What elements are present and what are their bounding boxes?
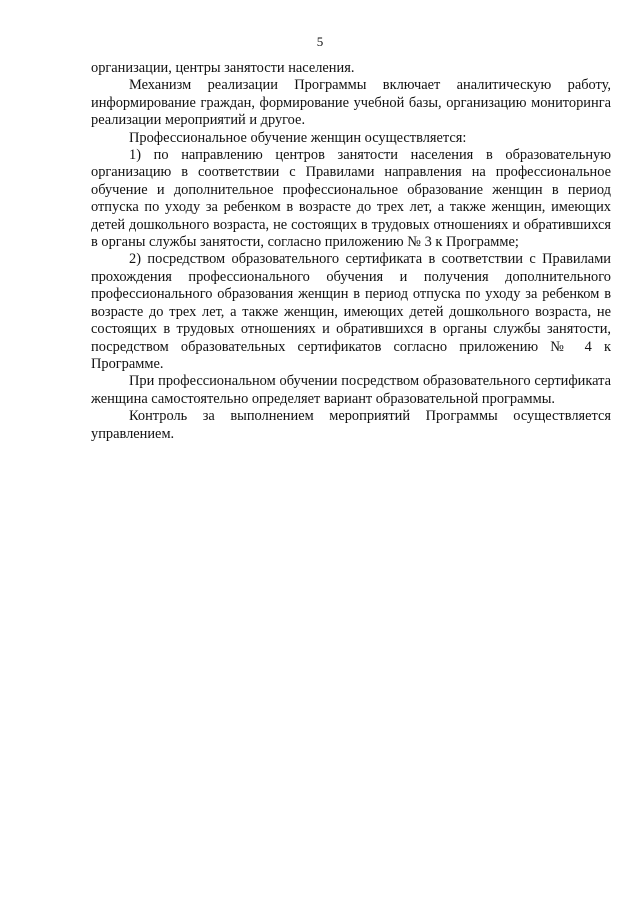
document-body	[91, 60, 611, 443]
paragraph-continuation: организации, центры занятости населения.	[91, 60, 355, 76]
page-number: 5	[316, 34, 324, 49]
paragraph-mechanism: Механизм реализации Программы включает аналитическую работу, информирование граждан, формирование учебной базы, организацию мониторинга реализации мероприятий и другое.	[91, 77, 611, 129]
paragraph-control: Контроль за выполнением мероприятий Программы осуществляется управлением.	[91, 408, 611, 442]
paragraph-item-1: 1) по направлению центров занятости населения в образовательную организацию в соответствии с Правилами направления на профессиональное обучение и дополнительное профессиональное образование женщин в период отпуска по уходу за ребенком в возрасте до трех лет, а также женщин, имеющих детей дошкольного возраста, не состоящих в трудовых отношениях и обратившихся в органы службы занятости, согласно приложению № 3 к Программе;	[91, 147, 611, 251]
paragraph-certificate: При профессиональном обучении посредством образовательного сертификата женщина самостоятельно определяет вариант образовательной программы.	[91, 373, 611, 407]
paragraph-training-intro: Профессиональное обучение женщин осуществляется:	[129, 129, 467, 146]
paragraph-item-2: 2) посредством образовательного сертификата в соответствии с Правилами прохождения профессионального обучения и получения дополнительного профессионального образования женщин в период отпуска по уходу за ребенком в возрасте до трех лет, а также женщин, имеющих детей дошкольного возраста, не состоящих в трудовых отношениях и обратившихся в органы службы занятости, посредством образовательных сертификатов согласно приложению № 4 к Программе.	[91, 251, 611, 372]
